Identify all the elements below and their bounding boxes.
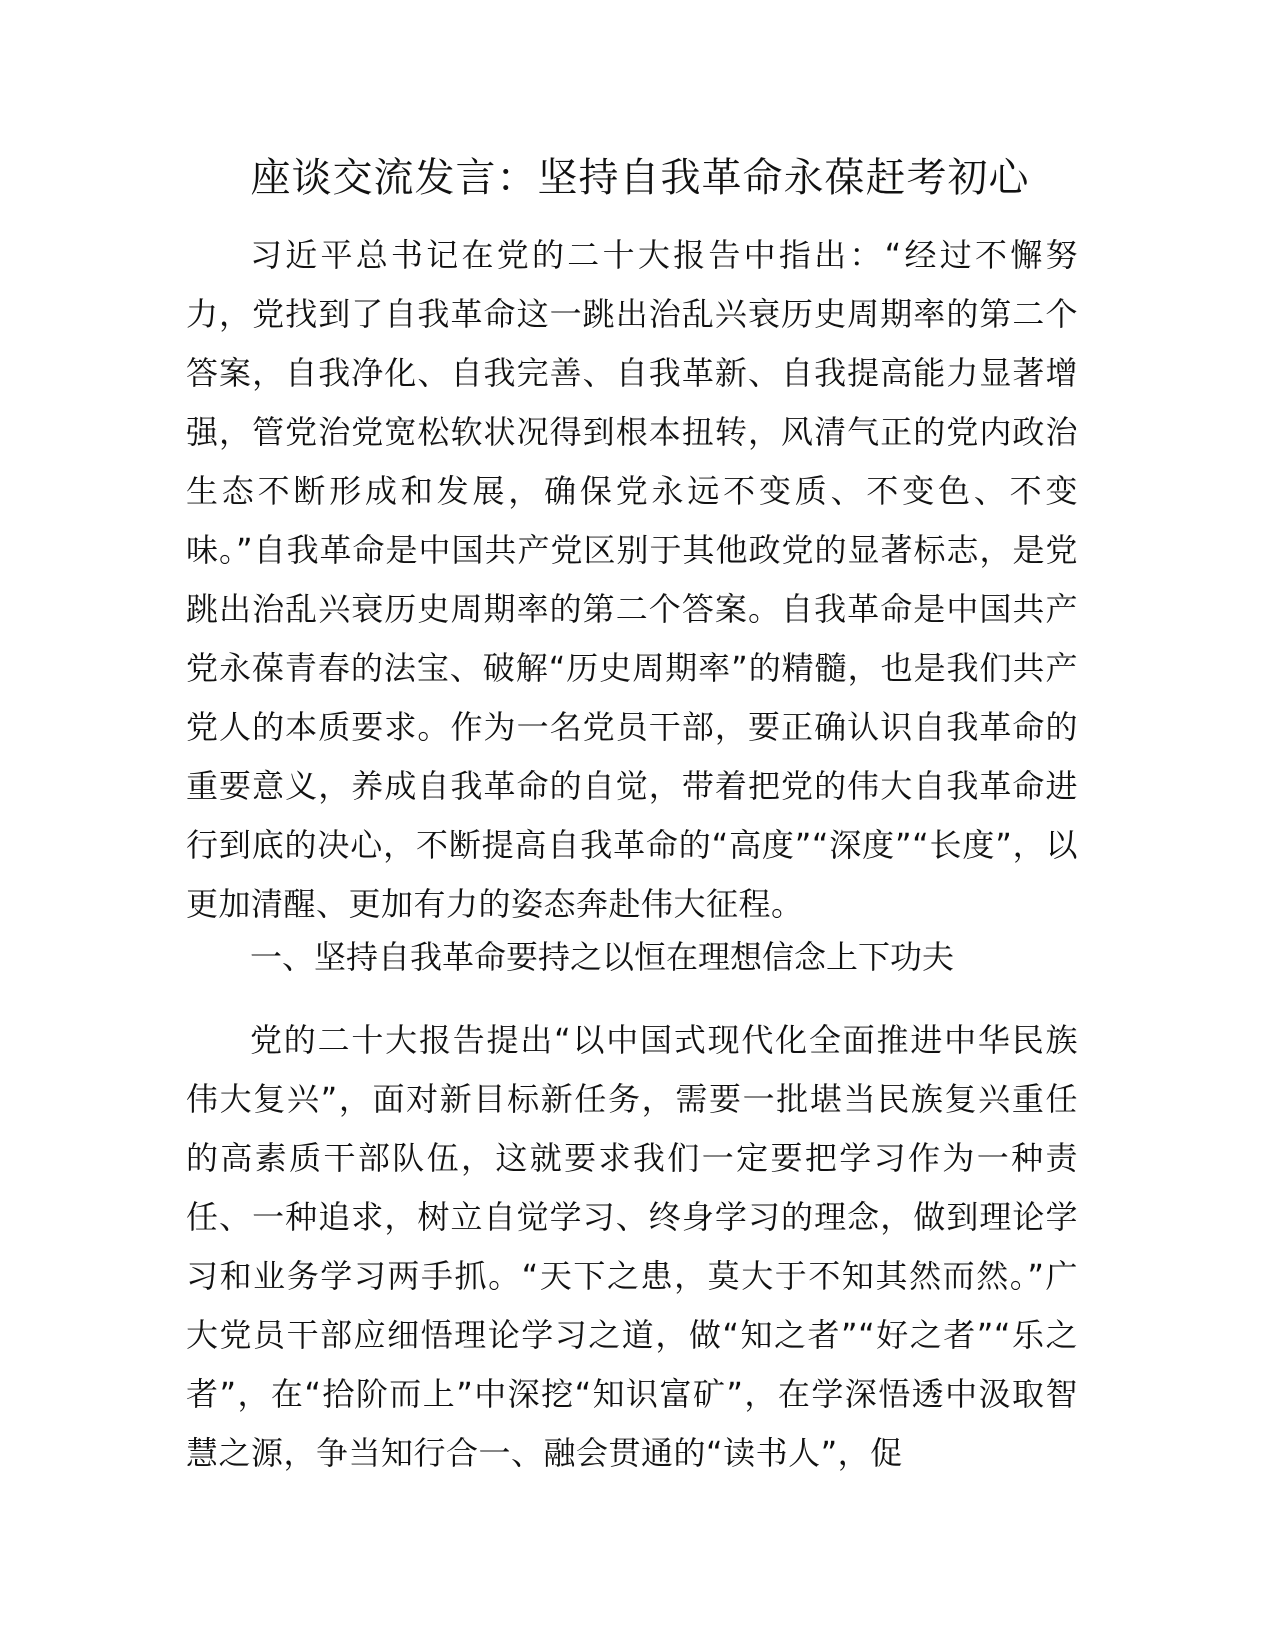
section-heading-1: 一、坚持自我革命要持之以恒在理想信念上下功夫 xyxy=(250,938,955,976)
paragraph-section-1: 党的二十大报告提出“以中国式现代化全面推进中华民族伟大复兴”，面对新目标新任务，需要一批堪当民族复兴重任的高素质干部队伍，这就要求我们一定要把学习作为一种责任、一种追求，树立自觉学习、终身学习的理念，做到理论学习和业务学习两手抓。“天下之患，莫大于不知其然而然。”广大党员干部应细悟理论学习之道，做“知之者”“好之者”“乐之者”，在“拾阶而上”中深挖“知识富矿”，在学深悟透中汲取智慧之源，争当知行合一、融会贯通的“读书人”，促 xyxy=(186,1021,1078,1472)
paragraph-intro: 习近平总书记在党的二十大报告中指出：“经过不懈努力，党找到了自我革命这一跳出治乱兴衰历史周期率的第二个答案，自我净化、自我完善、自我革新、自我提高能力显著增强，管党治党宽松软状况得到根本扭转，风清气正的党内政治生态不断形成和发展，确保党永远不变质、不变色、不变味。”自我革命是中国共产党区别于其他政党的显著标志，是党跳出治乱兴衰历史周期率的第二个答案。自我革命是中国共产党永葆青春的法宝、破解“历史周期率”的精髓，也是我们共产党人的本质要求。作为一名党员干部，要正确认识自我革命的重要意义，养成自我革命的自觉，带着把党的伟大自我革命进行到底的决心，不断提高自我革命的“高度”“深度”“长度”，以更加清醒、更加有力的姿态奔赴伟大征程。 xyxy=(186,236,1078,923)
document-title: 座谈交流发言：坚持自我革命永葆赶考初心 xyxy=(250,155,1030,201)
